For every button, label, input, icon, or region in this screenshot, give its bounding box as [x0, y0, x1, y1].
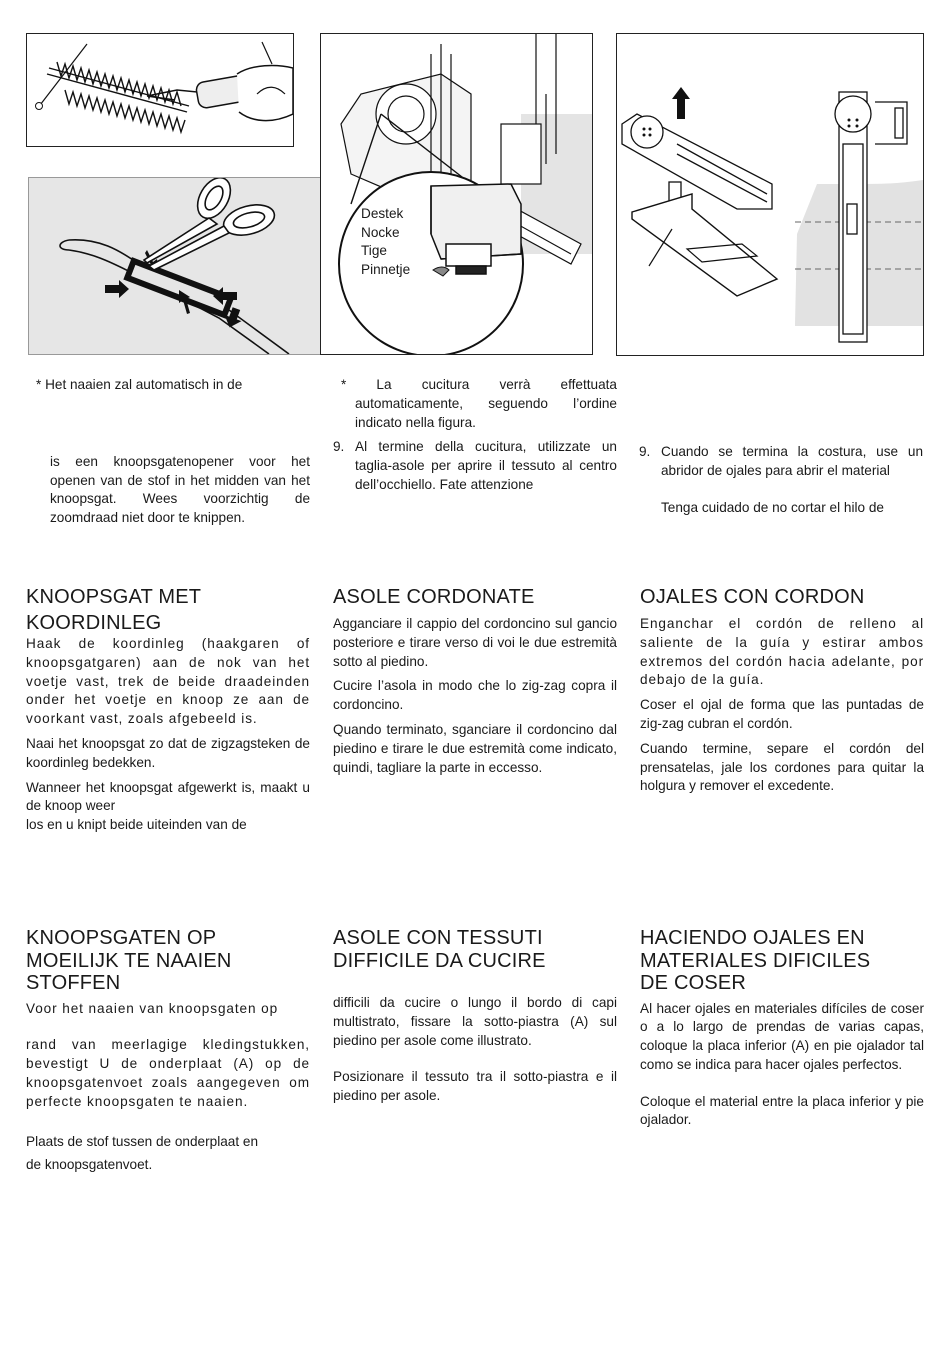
paragraph: Enganchar el cordón de relleno al saliente de la guía y estirar ambos extremos del cordón hacia adelante, por debajo de la guía. — [640, 616, 924, 688]
automatic-note — [333, 376, 617, 432]
paragraph: Posizionare il tessuto tra il sotto-piastra e il piedino per asole. — [333, 1069, 617, 1104]
underplate-illustration — [616, 33, 924, 356]
paragraph: los en u knipt beide uiteinden van de — [26, 817, 247, 833]
paragraph: Voor het naaien van knoopsgaten op — [26, 1000, 279, 1016]
section-heading — [333, 927, 617, 972]
callout-label: Pinnetje — [361, 261, 411, 277]
opener-paragraph: is een knoopsgatenopener voor het openen van de stof in het midden van het knoopsgat. Wees voorzichtig de zoomdraad niet door te knippen. — [50, 453, 310, 526]
cutting-paragraph: Al termine della cucitura, utilizzate un taglia-asole per aprire il tessuto al centro dell’occhiello. Fate attenzione — [355, 439, 617, 492]
callout-labels — [361, 205, 410, 279]
paragraph: Plaats de stof tussen de onderplaat en — [26, 1134, 259, 1150]
step-number: 9. — [333, 439, 345, 455]
section-heading — [26, 927, 310, 995]
heading-line: MATERIALES DIFICILES — [640, 949, 871, 972]
section-heading: ASOLE CORDONATE — [333, 586, 535, 608]
difficult-section-it — [333, 927, 617, 1112]
heading-line: DE COSER — [640, 972, 747, 994]
heading-line: ASOLE CON TESSUTI — [333, 927, 543, 949]
paragraph: Al hacer ojales en materiales difíciles de coser o a lo largo de prendas de varias capas, coloque la placa inferior (A) en pie ojalador tal como se indica para hacer ojales perfectos. — [640, 1000, 924, 1072]
heading-line: KNOOPSGAT MET — [26, 586, 202, 608]
section-heading: OJALES CON CORDON — [640, 586, 865, 608]
corded-section-es — [640, 584, 924, 802]
top-text-es — [639, 443, 923, 523]
top-text-nl — [26, 376, 310, 534]
heading-line: DIFFICILE DA CUCIRE — [333, 949, 546, 972]
heading-line: MOEILIJK TE NAAIEN — [26, 949, 232, 972]
paragraph: Agganciare il cappio del cordoncino sul gancio posteriore e tirare verso di voi le due estremità sotto al piedino. — [333, 616, 617, 669]
automatic-note: * Het naaien zal automatisch in de — [36, 377, 243, 392]
paragraph: rand van meerlagige kledingstukken, bevestigt U de onderplaat (A) op de knoopsgatenvoet zoals aangegeven om perfecte knoopsgaten te naaien. — [26, 1037, 310, 1109]
callout-label: Destek — [361, 206, 404, 221]
paragraph: Cucire l’asola in modo che lo zig-zag copra il cordoncino. — [333, 678, 617, 713]
heading-line: KOORDINLEG — [26, 612, 162, 634]
paragraph: Coloque el material entre la placa inferior y pie ojalador. — [640, 1093, 924, 1128]
paragraph: Wanneer het knoopsgat afgewerkt is, maakt u de knoop weer — [26, 779, 310, 814]
corded-section-nl — [26, 584, 310, 841]
paragraph: de knoopsgatenvoet. — [26, 1157, 153, 1173]
callout-label: Tige — [361, 243, 387, 258]
step-number: 9. — [639, 444, 651, 459]
paragraph: Quando terminato, sganciare il cordoncino dal piedino e tirare le due estremità come indicato, quindi, tagliare la parte in eccesso. — [333, 721, 617, 775]
heading-line: STOFFEN — [26, 972, 121, 994]
presser-foot-callout-illustration — [320, 33, 593, 355]
section-heading — [640, 927, 924, 995]
paragraph: Haak de koordinleg (haakgaren of knoopsgatgaren) aan de nok van het voetje vast, trek de beide draadeinden onder het voetje en knoop ze aan de voorkant vast, zoals afgebeeld is. — [26, 636, 310, 727]
paragraph: difficili da cucire o lungo il bordo di capi multistrato, fissare la sotto-piastra (A) sul piedino per asole come illustrato. — [333, 995, 617, 1048]
corded-section-it — [333, 584, 617, 783]
difficult-section-es — [640, 927, 924, 1136]
top-text-it — [333, 376, 617, 501]
heading-line: HACIENDO OJALES EN — [640, 927, 865, 949]
paragraph: Naai het knoopsgat zo dat de zigzagsteken de koordinleg bedekken. — [26, 735, 310, 770]
callout-label: Nocke — [361, 224, 400, 240]
paragraph: Cuando termine, separe el cordón del prensatelas, jale los cordones para quitar la holgura y remover el excedente. — [640, 740, 924, 794]
cutting-paragraph: Cuando se termina la costura, use un abridor de ojales para abrir el material — [661, 444, 923, 478]
scissors-cord-illustration — [28, 177, 322, 355]
difficult-section-nl — [26, 927, 310, 1181]
caution-paragraph: Tenga cuidado de no cortar el hilo de — [661, 499, 884, 515]
section-heading — [26, 584, 310, 636]
heading-line: KNOOPSGATEN OP — [26, 927, 217, 949]
paragraph: Coser el ojal de forma que las puntadas de zig-zag cubran el cordón. — [640, 697, 924, 731]
seam-ripper-illustration — [26, 33, 294, 147]
automatic-note-text: * La cucitura verrà effettuata automaticamente, seguendo l’ordine indicato nella figura. — [341, 377, 617, 430]
